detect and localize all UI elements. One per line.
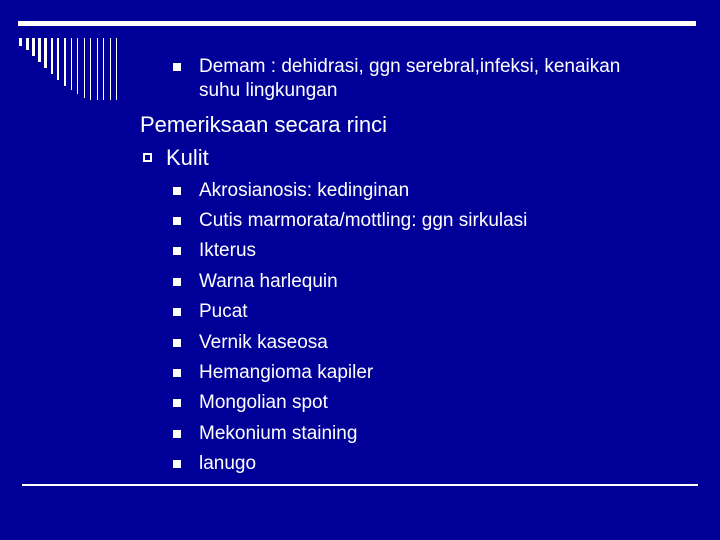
list-item: Cutis marmorata/mottling: ggn sirkulasi <box>199 210 528 231</box>
list-item: Warna harlequin <box>199 271 338 292</box>
bullet-icon <box>173 247 181 255</box>
list-item: Mekonium staining <box>199 423 358 444</box>
bullet-icon <box>173 460 181 468</box>
bullet-icon <box>173 430 181 438</box>
bullet-icon <box>173 217 181 225</box>
list-item: Ikterus <box>199 240 257 261</box>
list-item: lanugo <box>199 453 257 474</box>
list-item: Vernik kaseosa <box>199 332 328 353</box>
intro-bullet-line1: Demam : dehidrasi, ggn serebral,infeksi, kenaikan <box>199 56 621 77</box>
section-heading: Pemeriksaan secara rinci <box>140 112 387 137</box>
decorative-stripes <box>0 0 140 100</box>
bullet-icon <box>173 339 181 347</box>
bullet-icon <box>173 369 181 377</box>
bullet-icon <box>173 63 181 71</box>
hollow-bullet-icon <box>143 153 152 162</box>
topic-bullet: Kulit <box>166 145 209 170</box>
bullet-icon <box>173 278 181 286</box>
list-item: Akrosianosis: kedinginan <box>199 180 410 201</box>
bullet-icon <box>173 308 181 316</box>
bullet-icon <box>173 187 181 195</box>
top-divider <box>18 21 696 26</box>
bottom-divider <box>22 484 698 486</box>
bullet-icon <box>173 399 181 407</box>
list-item: Pucat <box>199 301 248 322</box>
list-item: Mongolian spot <box>199 392 328 413</box>
intro-bullet-line2: suhu lingkungan <box>199 80 338 101</box>
list-item: Hemangioma kapiler <box>199 362 374 383</box>
